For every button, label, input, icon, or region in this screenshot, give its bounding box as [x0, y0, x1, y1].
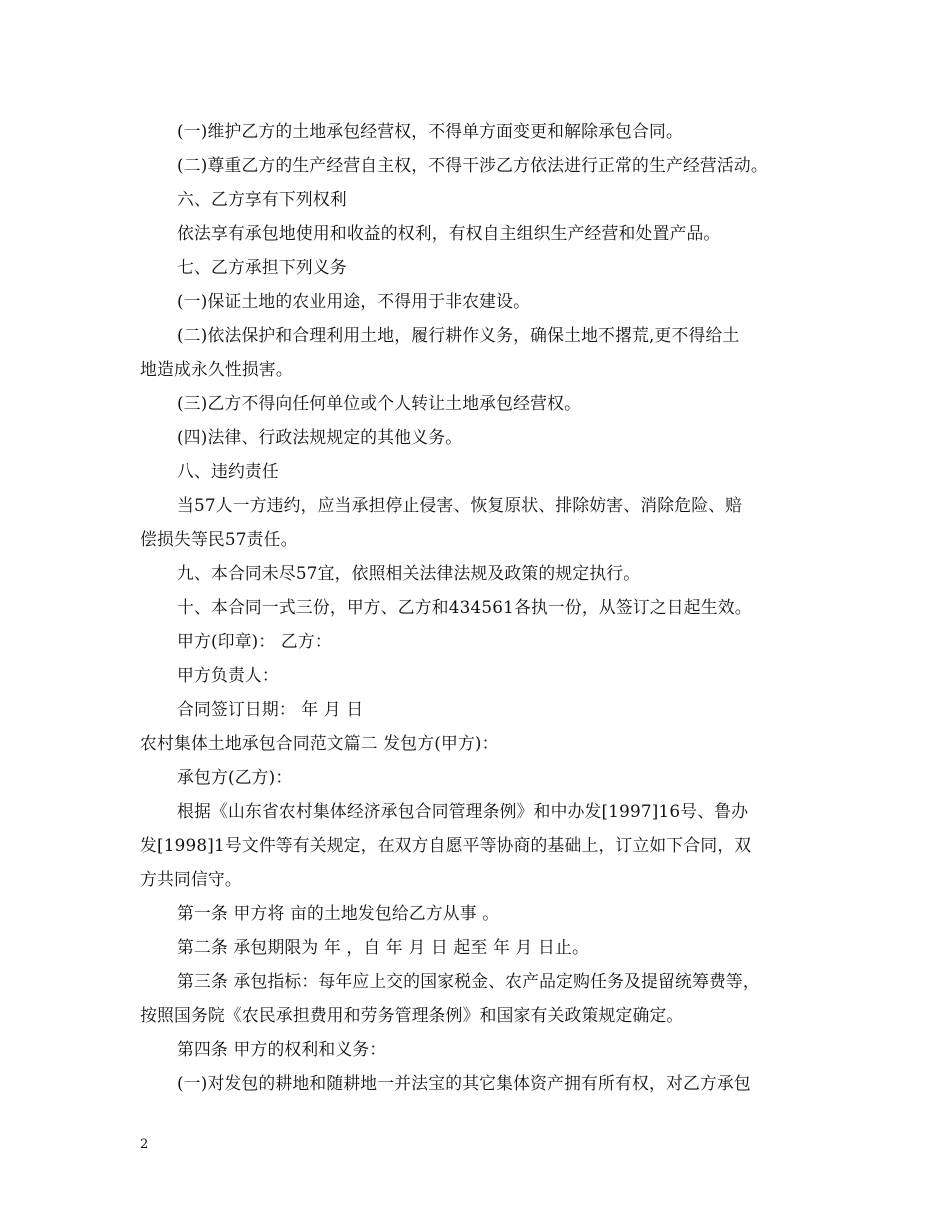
paragraph-line: (一)保证土地的农业用途，不得用于非农建设。: [177, 291, 531, 311]
signature-line: 甲方负责人：: [177, 665, 279, 685]
paragraph-line: (一)维护乙方的土地承包经营权，不得单方面变更和解除承包合同。: [177, 121, 683, 141]
section-heading: 六、乙方享有下列权利: [177, 189, 347, 209]
paragraph-line: (三)乙方不得向任何单位或个人转让土地承包经营权。: [177, 393, 582, 413]
section-heading: 七、乙方承担下列义务: [177, 257, 347, 277]
signature-line: 甲方(印章)： 乙方：: [177, 631, 332, 651]
document-subtitle: 农村集体土地承包合同范文篇二 发包方(甲方)：: [140, 733, 499, 753]
paragraph-line: 十、本合同一式三份，甲方、乙方和434561各执一份，从签订之日起生效。: [177, 597, 752, 617]
paragraph-line: 按照国务院《农民承担费用和劳务管理条例》和国家有关政策规定确定。: [140, 1005, 684, 1025]
paragraph-line: 当57人一方违约，应当承担停止侵害、恢复原状、排除妨害、消除危险、赔: [177, 495, 743, 515]
paragraph-line: 发[1998]1号文件等有关规定，在双方自愿平等协商的基础上，订立如下合同，双: [140, 835, 752, 855]
date-line: 合同签订日期： 年 月 日: [177, 699, 364, 719]
article-line: 第一条 甲方将 亩的土地发包给乙方从事 。: [177, 903, 500, 923]
article-line: 第三条 承包指标：每年应上交的国家税金、农产品定购任务及提留统筹费等，: [177, 971, 760, 991]
article-line: 第四条 甲方的权利和义务：: [177, 1039, 387, 1059]
paragraph-line: 九、本合同未尽57宜，依照相关法律法规及政策的规定执行。: [177, 563, 641, 583]
page-number: 2: [140, 1137, 149, 1152]
paragraph-line: (一)对发包的耕地和随耕地一并法宝的其它集体资产拥有所有权，对乙方承包: [177, 1073, 751, 1093]
paragraph-line: (二)依法保护和合理利用土地，履行耕作义务，确保土地不撂荒,更不得给土: [177, 325, 740, 345]
paragraph-line: 根据《山东省农村集体经济承包合同管理条例》和中办发[1997]16号、鲁办: [177, 801, 749, 821]
party-line: 承包方(乙方)：: [177, 767, 293, 787]
paragraph-line: 偿损失等民57责任。: [140, 529, 298, 549]
article-line: 第二条 承包期限为 年 ，自 年 月 日 起至 年 月 日止。: [177, 937, 589, 957]
paragraph-line: 依法享有承包地使用和收益的权利，有权自主组织生产经营和处置产品。: [177, 223, 721, 243]
paragraph-line: 地造成永久性损害。: [140, 359, 293, 379]
section-heading: 八、违约责任: [177, 461, 279, 481]
paragraph-line: (二)尊重乙方的生产经营自主权，不得干涉乙方依法进行正常的生产经营活动。: [177, 155, 768, 175]
paragraph-line: (四)法律、行政法规规定的其他义务。: [177, 427, 463, 447]
paragraph-line: 方共同信守。: [140, 869, 242, 889]
document-body: [140, 114, 830, 1100]
